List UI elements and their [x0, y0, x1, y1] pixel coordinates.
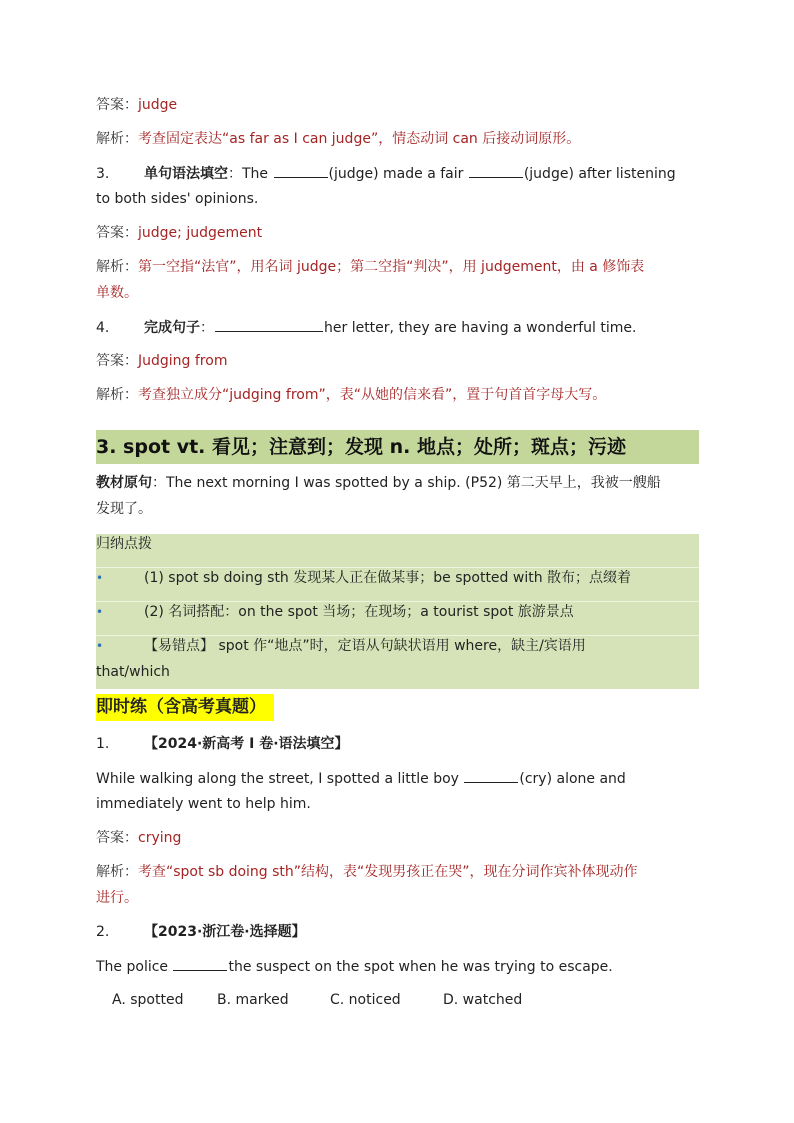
summary-title: 归纳点拨 [96, 536, 152, 552]
blank [215, 317, 323, 332]
question-3-cont [96, 189, 258, 209]
answer-text: judge; judgement [138, 225, 263, 241]
summary-item-text: that/which [96, 664, 170, 680]
answer-text: crying [138, 830, 182, 846]
practice-1-text-cont [96, 794, 311, 814]
analysis-line [96, 862, 638, 882]
summary-item [96, 602, 699, 636]
question-text: ：The [228, 166, 273, 182]
analysis-line [96, 385, 606, 405]
practice-1 [96, 734, 349, 754]
question-number: 4. [96, 320, 110, 336]
analysis-text: 进行。 [96, 890, 138, 906]
question-text: The police [96, 959, 173, 975]
bullet-icon: • [96, 571, 104, 585]
summary-title-row [96, 534, 699, 568]
question-source: 【2024·新高考 I 卷·语法填空】 [144, 736, 349, 752]
question-text: her letter, they are having a wonderful time. [324, 320, 637, 336]
practice-1-text [96, 768, 626, 789]
bullet-icon: • [96, 605, 104, 619]
answer-line [96, 223, 262, 243]
question-type: 完成句子 [144, 320, 200, 336]
blank [469, 163, 523, 178]
analysis-line [96, 129, 580, 149]
question-text: ： [200, 320, 214, 336]
answer-label: 答案： [96, 225, 138, 241]
answer-label: 答案： [96, 97, 138, 113]
source-text: 发现了。 [96, 501, 152, 517]
analysis-line-cont [96, 283, 138, 303]
practice-heading: 即时练（含高考真题） [96, 694, 274, 721]
summary-item-text: (1) spot sb doing sth 发现某人正在做某事；be spotted with 散布；点缀着 [144, 570, 632, 586]
analysis-label: 解析： [96, 387, 138, 403]
analysis-label: 解析： [96, 259, 138, 275]
question-text: the suspect on the spot when he was trying to escape. [228, 959, 613, 975]
option-a[interactable]: A. spotted [112, 992, 184, 1008]
blank [173, 956, 227, 971]
blank [274, 163, 328, 178]
source-sentence [96, 473, 661, 493]
source-label: 教材原句 [96, 475, 152, 491]
analysis-label: 解析： [96, 131, 138, 147]
summary-box [96, 534, 699, 689]
analysis-line [96, 257, 644, 277]
blank [464, 768, 518, 783]
question-3 [96, 163, 676, 184]
summary-item-text: (2) 名词搭配：on the spot 当场；在现场；a tourist spot 旅游景点 [144, 604, 574, 620]
answer-line [96, 351, 227, 371]
question-type: 单句语法填空 [144, 166, 228, 182]
answer-label: 答案： [96, 830, 138, 846]
answer-label: 答案： [96, 353, 138, 369]
question-text: (judge) made a fair [328, 166, 468, 182]
answer-line [96, 828, 181, 848]
option-b[interactable]: B. marked [217, 992, 289, 1008]
analysis-text: 单数。 [96, 285, 138, 301]
section-heading: 3. spot vt. 看见；注意到；发现 n. 地点；处所；斑点；污迹 [96, 430, 699, 464]
source-text: ：The next morning I was spotted by a ship. (P52) 第二天早上，我被一艘船 [152, 475, 661, 491]
answer-text: judge [138, 97, 178, 113]
question-text: immediately went to help him. [96, 796, 311, 812]
question-number: 2. [96, 924, 110, 940]
bullet-icon: • [96, 639, 104, 653]
option-d[interactable]: D. watched [443, 992, 523, 1008]
question-number: 3. [96, 166, 110, 182]
analysis-text: 第一空指“法官”，用名词 judge；第二空指“判决”，用 judgement，由 a 修饰表 [138, 259, 645, 275]
option-c[interactable]: C. noticed [330, 992, 401, 1008]
question-text: While walking along the street, I spotted a little boy [96, 771, 464, 787]
analysis-label: 解析： [96, 864, 138, 880]
question-4 [96, 317, 636, 338]
summary-item [96, 568, 699, 602]
source-sentence-cont [96, 499, 152, 519]
analysis-text: 考查固定表达“as far as I can judge”，情态动词 can 后接动词原形。 [138, 131, 581, 147]
answer-text: Judging from [138, 353, 228, 369]
summary-item [96, 636, 699, 688]
practice-2-text [96, 956, 613, 977]
summary-item-text: 【易错点】 spot 作“地点”时，定语从句缺状语用 where，缺主/宾语用 [144, 638, 586, 654]
analysis-text: 考查“spot sb doing sth”结构，表“发现男孩正在哭”，现在分词作宾补体现动作 [138, 864, 638, 880]
analysis-line-cont [96, 888, 138, 908]
question-text: to both sides' opinions. [96, 191, 259, 207]
question-number: 1. [96, 736, 110, 752]
practice-2 [96, 922, 306, 942]
options-row [112, 990, 522, 1010]
question-text: (judge) after listening [523, 166, 676, 182]
answer-line [96, 95, 177, 115]
question-source: 【2023·浙江卷·选择题】 [144, 924, 306, 940]
analysis-text: 考查独立成分“judging from”，表“从她的信来看”，置于句首首字母大写。 [138, 387, 607, 403]
question-text: (cry) alone and [519, 771, 626, 787]
